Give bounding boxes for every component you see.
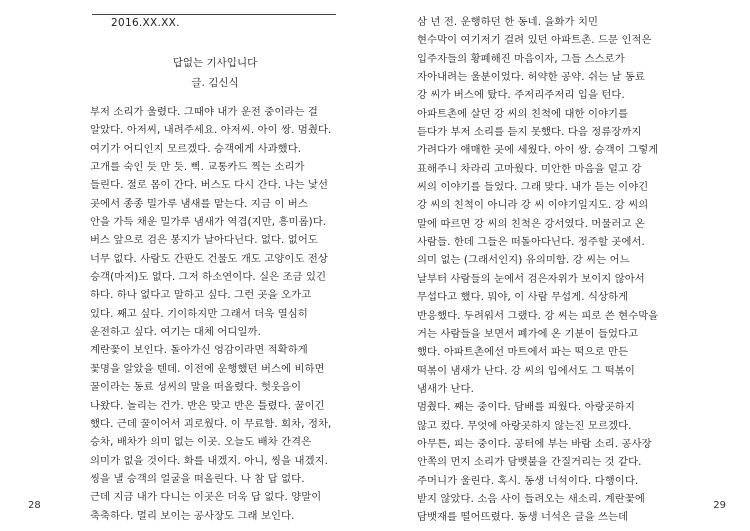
text-line: 운전하고 싶다. 여기는 대체 어디일까. <box>90 326 261 339</box>
text-line: 알았다. 아저씨, 내려주세요. 아저씨. 아이 쌍. 멈췄다. <box>90 124 332 137</box>
text-line: 주머니가 울린다. 혹시. 동생 너석이다. 다행이다. <box>417 474 639 487</box>
text-line: 했다. 근데 꿀이어서 괴로웠다. 이 무료함. 회차, 정차, <box>90 417 332 430</box>
text-line: 꿀이라는 동료 성씨의 말을 떠올렸다. 헛웃음이 <box>90 381 302 394</box>
text-line: 승객(마저)도 없다. 그저 하소연이다. 실은 조금 있긴 <box>90 271 327 284</box>
text-line: 고개를 숙인 듯 만 듯. 삑. 교통카드 찍는 소리가 <box>90 161 305 174</box>
text-line: 들린다. 절로 몸이 간다. 버스도 다시 간다. 나는 낯선 <box>90 179 329 192</box>
text-line: 표해주니 차라리 고마웠다. 미안한 마음을 덜고 강 <box>417 162 642 175</box>
text-line: 꽃명을 알았을 텐데. 이전에 운행했던 버스에 비하면 <box>90 362 325 375</box>
text-line: 담뱃재를 떨어뜨렸다. 동생 너석은 글을 쓰는데 <box>417 511 629 524</box>
text-line: 승차, 배차가 의미 없는 이곳. 오늘도 배차 간격은 <box>90 436 312 449</box>
text-line: 말에 따르면 강 씨의 친척은 강서였다. 머물러고 온 <box>417 217 645 230</box>
text-line: 버스 앞으로 검은 봉지가 날아다닌다. 없다. 없어도 <box>90 234 318 247</box>
text-line: 안을 가득 채운 밀가루 냄새가 역겹(지만, 흥미롭)다. <box>90 216 327 229</box>
text-line: 강 씨의 친척이 아니라 강 씨 이야기일지도. 강 씨의 <box>417 199 649 212</box>
text-line: 멈췄다. 째는 중이다. 담배를 피웠다. 아랑곳하지 <box>417 401 635 414</box>
text-line: 씽을 낼 승객의 얼굴을 떠올린다. 나 참 답 없다. <box>90 472 305 485</box>
text-line: 입주자들의 황폐해진 마음이자, 그들 스스로가 <box>417 52 625 65</box>
header-rule <box>92 14 336 15</box>
right-page <box>375 0 750 531</box>
text-line: 계란꽃이 보인다. 돌아가신 엉감이라면 적확하게 <box>90 344 308 357</box>
text-line: 있다. 째고 싶다. 기이하지만 그래서 더욱 열심히 <box>90 307 308 320</box>
left-body-text <box>90 103 356 525</box>
text-line: 무섭다고 했다. 뭐야, 이 사람 무섭게. 식상하게 <box>417 291 629 304</box>
article-title: 답없는 기사입니다 <box>172 57 258 69</box>
text-line: 가려다가 애매한 곳에 세웠다. 아이 쌍. 승객이 그렇게 <box>417 144 659 157</box>
text-line: 냄새가 난다. <box>417 382 474 395</box>
text-line: 받지 않았다. 소음 사이 들려오는 새소리. 계란꽃에 <box>417 492 645 505</box>
text-line: 삼 년 전. 운행하던 한 동네. 을화가 치민 <box>417 16 599 28</box>
page-number-right: 29 <box>713 500 726 511</box>
text-line: 너무 없다. 사람도 간판도 건물도 개도 고양이도 전상 <box>90 252 328 265</box>
text-line: 아파트촌에 살던 강 씨의 친척에 대한 이야기를 <box>417 107 629 120</box>
text-line: 축축하다. 멀리 보이는 공사장도 그래 보인다. <box>90 509 295 522</box>
text-line: 나왔다. 놀리는 건가. 반은 맞고 반은 틀렸다. 꿀이긴 <box>90 399 325 412</box>
text-line: 강 씨가 버스에 탔다. 주저리주저리 입을 턴다. <box>417 89 625 102</box>
text-line: 의미 없는 (그래서인지) 유의미함. 강 씨는 어느 <box>417 254 630 267</box>
text-line: 자아내려는 울분이었다. 허약한 공약. 쉬는 날 동료 <box>417 71 645 84</box>
text-line: 현수막이 여기저기 걸려 있던 아파트촌. 드문 인적은 <box>417 34 652 47</box>
text-line: 근데 지금 내가 다니는 이곳은 더욱 답 없다. 양말이 <box>90 491 322 504</box>
text-line: 듣다가 부저 소리를 듣지 못했다. 다음 정류장까지 <box>417 126 642 139</box>
text-line: 떡볶이 냄새가 난다. 강 씨의 입에서도 그 떡볶이 <box>417 364 635 377</box>
text-line: 하다. 하나 없다고 말하고 싶다. 그런 곳을 오가고 <box>90 289 312 302</box>
text-line: 여기가 어디인지 모르겠다. 승객에게 사과했다. <box>90 142 302 155</box>
text-line: 씨의 이야기를 들었다. 그래 맞다. 내가 듣는 이야긴 <box>417 181 649 194</box>
text-line: 했다. 아파트촌에선 마트에서 파는 떡으로 만든 <box>417 346 629 359</box>
right-body-text <box>417 13 697 527</box>
article-date: 2016.XX.XX. <box>111 17 180 29</box>
text-line: 아무튼, 피는 중이다. 공터에 부는 바람 소리. 공사장 <box>417 437 652 450</box>
text-line: 부저 소리가 울렸다. 그때야 내가 운전 중이라는 걸 <box>90 106 318 118</box>
text-line: 사람들. 한데 그들은 떠돌아다닌다. 정주할 곳에서. <box>417 236 645 249</box>
text-line: 날부터 사람들의 눈에서 검은자위가 보이지 않아서 <box>417 272 645 285</box>
text-line: 의미가 없을 것이다. 화를 내겠지. 아니, 씽을 내겠지. <box>90 454 329 467</box>
text-line: 않고 컸다. 무엇에 아랑곳하지 않는진 모르겠다. <box>417 419 632 432</box>
text-line: 안쪽의 먼지 소리가 담뱃불을 간질거리는 것 같다. <box>417 456 642 469</box>
article-author: 글. 김신식 <box>191 77 239 89</box>
text-line: 곳에서 종종 밀가루 냄새를 맡는다. 지금 이 버스 <box>90 197 308 210</box>
text-line: 반응했다. 두려워서 그랬다. 강 씨는 피로 쓴 현수막을 <box>417 309 659 322</box>
text-line: 거는 사람들을 보면서 폐가에 온 기분이 들었다고 <box>417 327 639 340</box>
page-number-left: 28 <box>28 500 41 511</box>
